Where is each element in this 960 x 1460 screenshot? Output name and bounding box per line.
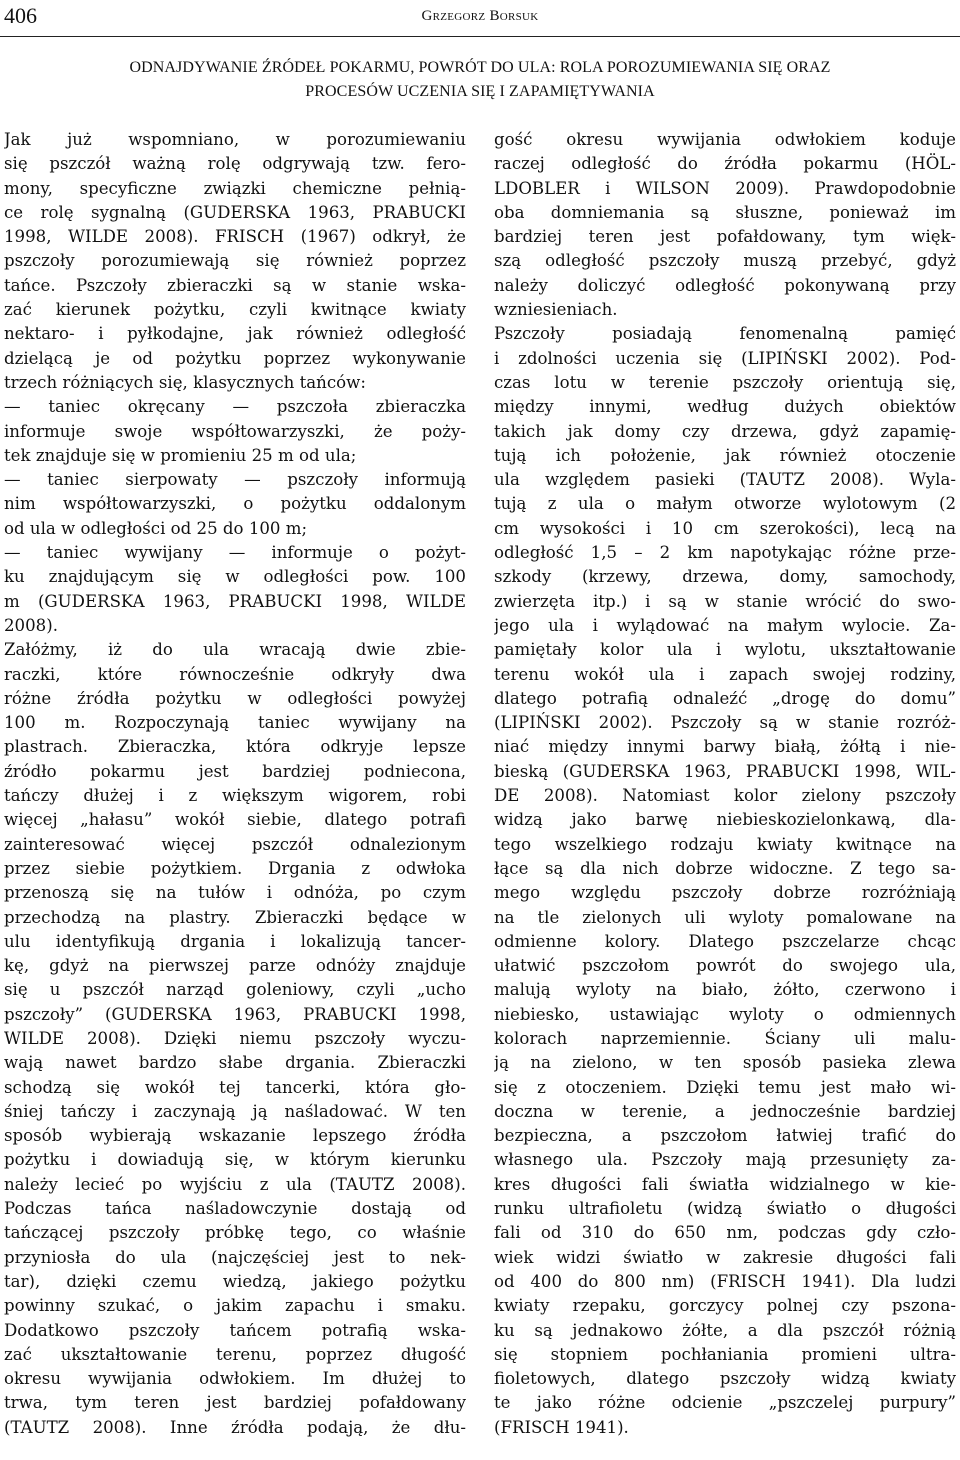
text-line: łące są dla nich dobrze widoczne. Z tego sa- [494, 858, 956, 878]
text-line: Załóżmy, iż do ula wracają dwie zbie- [4, 640, 466, 660]
text-line: DE 2008). Natomiast kolor zielony pszczoły [494, 786, 956, 806]
text-line: zwierzęta itp.) i są w stanie wrócić do swo- [494, 591, 956, 611]
text-line: śniej tańczy i zaczynają ją naśladować. W ten [4, 1101, 466, 1121]
text-line: kę, gdyż na pierwszej parze odnóży znajduje [4, 956, 466, 976]
text-line: zainteresować więcej pszczół odnalezionym [4, 834, 466, 854]
text-line: i zdolności uczenia się (LIPIŃSKI 2002). Pod- [494, 348, 956, 368]
text-line: oba domniemania są słuszne, ponieważ im [494, 202, 956, 222]
text-line: schodzą się wokół tej tancerki, która gło- [4, 1077, 466, 1097]
text-line: trwa, tym teren jest bardziej pofałdowany [4, 1393, 466, 1413]
text-line: tek znajduje się w promieniu 25 m od ula; [4, 445, 357, 465]
text-line: przenoszą się na tułów i odnóża, po czym [4, 883, 466, 903]
text-line: mony, specyficzne związki chemiczne pełnią- [4, 178, 466, 198]
text-line: raczej odległość do źródła pokarmu (HÖL- [494, 154, 956, 174]
text-line: zać kierunek pożytku, czyli kwitnące kwiaty [4, 300, 466, 320]
text-line: ce rolę sygnalną (GUDERSKA 1963, PRABUCKI [4, 202, 466, 222]
text-line: się pszczół ważną rolę odgrywają tzw. fero- [4, 154, 466, 174]
text-line: jego ula i wylądować na małym wylocie. Za- [494, 615, 956, 635]
text-line: szą odległość pszczoły muszą przebyć, gdyż [494, 251, 956, 271]
text-line: 100 m. Rozpoczynają taniec wywijany na [4, 713, 466, 733]
header-rule [0, 36, 960, 37]
section-title-line: PROCESÓW UCZENIA SIĘ I ZAPAMIĘTYWANIA [305, 83, 655, 101]
text-line: od 400 do 800 nm) (FRISCH 1941). Dla ludzi [494, 1271, 956, 1291]
text-line: pszczoły porozumiewają się również poprzez [4, 251, 466, 271]
text-line: ku są jednakowo żółte, a dla pszczół różnią [494, 1320, 956, 1340]
text-line: wiek widzi światło w zakresie długości fali [494, 1247, 956, 1267]
text-line: należy doliczyć odległość pokonywaną przy [494, 275, 956, 295]
text-line: przyniosła do ula (najczęściej jest to nek- [4, 1247, 466, 1267]
text-line: niebiesko, ustawiając wyloty o odmiennych [494, 1004, 956, 1024]
text-line: więcej „hałasu” wokół siebie, dlatego potrafi [4, 810, 466, 830]
text-line: bieską (GUDERSKA 1963, PRABUCKI 1998, WIL- [494, 761, 956, 781]
text-line: Dodatkowo pszczoły tańcem potrafią wska- [4, 1320, 466, 1340]
text-line: sposób wybierają wskazanie lepszego źródła [4, 1126, 466, 1146]
text-line: informuje swoje współtowarzyszki, że poży- [4, 421, 466, 441]
text-line: czas lotu w terenie pszczoły orientują się, [494, 372, 956, 392]
text-line: Pszczoły posiadają fenomenalną pamięć [494, 324, 956, 344]
text-line: fioletowych, dlatego pszczoły widzą kwiaty [494, 1369, 956, 1389]
text-line: różne źródła pożytku w odległości powyżej [4, 688, 466, 708]
right-column [494, 128, 956, 1440]
text-line: ją na zielono, w ten sposób pasieka zlewa [494, 1053, 956, 1073]
text-line: — taniec sierpowaty — pszczoły informują [4, 470, 466, 490]
text-line: trzech różniących się, klasycznych tańców: [4, 372, 366, 392]
section-title [0, 56, 960, 105]
text-line: ulu identyfikują drgania i lokalizują tancer- [4, 931, 466, 951]
text-line: się stopniem pochłaniania promieni ultra- [494, 1344, 956, 1364]
text-line: Jak już wspomniano, w porozumiewaniu [4, 130, 466, 149]
text-line: odmienne kolory. Dlatego pszczelarze chcąc [494, 931, 956, 951]
text-line: kres długości fali światła widzialnego w kie- [494, 1174, 956, 1194]
text-line: raczki, które równocześnie odkryły dwa [4, 664, 466, 684]
page-header [0, 0, 960, 40]
page-number: 406 [4, 3, 37, 28]
text-line: pszczoły” (GUDERSKA 1963, PRABUCKI 1998, [4, 1004, 466, 1024]
text-line: bardziej teren jest pofałdowany, tym więk- [494, 227, 956, 247]
text-line: przez siebie pożytkiem. Drgania z odwłoka [4, 858, 466, 878]
text-line: Podczas tańca naśladowczynie dostają od [4, 1199, 466, 1219]
text-line: 2008). [4, 615, 58, 635]
running-head-author: Grzegorz Borsuk [421, 8, 539, 24]
text-line: m (GUDERSKA 1963, PRABUCKI 1998, WILDE [4, 591, 466, 611]
text-line: okresu wywijania odwłokiem. Im dłużej to [4, 1369, 466, 1389]
text-line: takich jak domy czy drzewa, gdyż zapamię- [494, 421, 956, 441]
text-line: (TAUTZ 2008). Inne źródła podają, że dłu- [4, 1417, 466, 1437]
text-line: ula względem pasieki (TAUTZ 2008). Wyla- [494, 470, 956, 490]
text-line: terenu wokół ula i zapach swojej rodziny, [494, 664, 956, 684]
text-line: fali od 310 do 650 nm, podczas gdy czło- [494, 1223, 956, 1243]
text-line: mego względu pszczoły dobrze rozróżniają [494, 883, 956, 903]
text-line: (LIPIŃSKI 2002). Pszczoły są w stanie rozróż- [494, 713, 956, 733]
text-line: runku ultrafioletu (widzą światło o długości [494, 1199, 956, 1219]
text-line: 1998, WILDE 2008). FRISCH (1967) odkrył, że [4, 227, 466, 247]
text-line: te jako różne odcienie „pszczelej purpury” [494, 1393, 956, 1413]
text-line: — taniec okręcany — pszczoła zbieraczka [4, 397, 466, 417]
text-line: kwiaty rzepaku, gorczycy polnej czy pszona- [494, 1296, 956, 1316]
text-line: tują z ula o małym otworze wylotowym (2 [494, 494, 956, 514]
text-line: własnego ula. Pszczoły mają przesunięty za- [494, 1150, 956, 1170]
text-line: tańczy dłużej i z większym wigorem, robi [4, 786, 466, 806]
text-line: od ula w odległości od 25 do 100 m; [4, 518, 308, 538]
text-line: na tle zielonych uli wyloty pomalowane na [494, 907, 956, 927]
text-line: odległość 1,5 – 2 km napotykając różne prze- [494, 543, 956, 563]
text-line: między innymi, według dużych obiektów [494, 397, 956, 417]
text-line: bezpieczna, a pszczołom łatwiej trafić do [494, 1126, 956, 1146]
text-line: tańczącej pszczoły próbkę tego, co właśnie [4, 1223, 466, 1243]
text-line: wają nawet bardzo słabe drgania. Zbieraczki [4, 1053, 466, 1073]
text-line: kolorach naprzemiennie. Ściany uli malu- [494, 1028, 956, 1048]
left-column [4, 128, 466, 1440]
text-line: (FRISCH 1941). [494, 1417, 629, 1437]
text-line: należy lecieć po wyjściu z ula (TAUTZ 2008). [4, 1174, 466, 1194]
text-line: niać między innymi barwy białą, żółtą i nie- [494, 737, 956, 757]
text-line: nim współtowarzyszki, o pożytku oddalonym [4, 494, 466, 514]
text-line: tują ich położenie, jak również otoczenie [494, 445, 956, 465]
text-line: zać ukształtowanie terenu, poprzez długość [4, 1344, 466, 1364]
text-line: się z otoczeniem. Dzięki temu jest mało wi- [494, 1077, 956, 1097]
text-line: tar), dzięki czemu wiedzą, jakiego pożytku [4, 1271, 466, 1291]
text-line: ułatwić pszczołom powrót do swojego ula, [494, 956, 956, 976]
text-line: WILDE 2008). Dzięki niemu pszczoły wyczu- [4, 1028, 466, 1048]
text-line: ku znajdującym się w odległości pow. 100 [4, 567, 466, 587]
text-line: cm wysokości i 10 cm szerokości), lecą na [494, 518, 956, 538]
text-line: gość okresu wywijania odwłokiem koduje [494, 130, 956, 149]
text-line: nektaro- i pyłkodajne, jak również odległość [4, 324, 466, 344]
section-title-line: ODNAJDYWANIE ŹRÓDEŁ POKARMU, POWRÓT DO ULA: ROLA POROZUMIEWANIA SIĘ ORAZ [129, 59, 831, 76]
text-line: doczna w terenie, a jednocześnie bardziej [494, 1101, 956, 1121]
text-line: pożytku i dowiadują się, w którym kierunku [4, 1150, 466, 1170]
text-line: źródło pokarmu jest bardziej podniecona, [4, 761, 466, 781]
text-line: dlatego potrafią odnaleźć „drogę do domu” [494, 688, 956, 708]
text-line: wzniesieniach. [494, 300, 618, 320]
text-line: dzielącą je od pożytku poprzez wykonywanie [4, 348, 466, 368]
text-line: LDOBLER i WILSON 2009). Prawdopodobnie [494, 178, 956, 198]
text-line: przechodzą na plastry. Zbieraczki będące w [4, 907, 466, 927]
text-line: — taniec wywijany — informuje o pożyt- [4, 543, 466, 563]
text-line: plastrach. Zbieraczka, która odkryje lepsze [4, 737, 466, 757]
text-line: widzą jako barwę niebieskozielonkawą, dla- [494, 810, 956, 830]
text-line: tańce. Pszczoły zbieraczki są w stanie wska- [4, 275, 466, 295]
text-line: powinny szukać, o jakim zapachu i smaku. [4, 1296, 466, 1316]
text-line: szkody (krzewy, drzewa, domy, samochody, [494, 567, 956, 587]
text-line: tego wszelkiego rodzaju kwiaty kwitnące na [494, 834, 956, 854]
text-line: się u pszczół narząd goleniowy, czyli „ucho [4, 980, 466, 1000]
text-line: malują wyloty na biało, żółto, czerwono i [494, 980, 956, 1000]
text-line: pamiętały kolor ula i wylotu, ukształtowanie [494, 640, 956, 660]
